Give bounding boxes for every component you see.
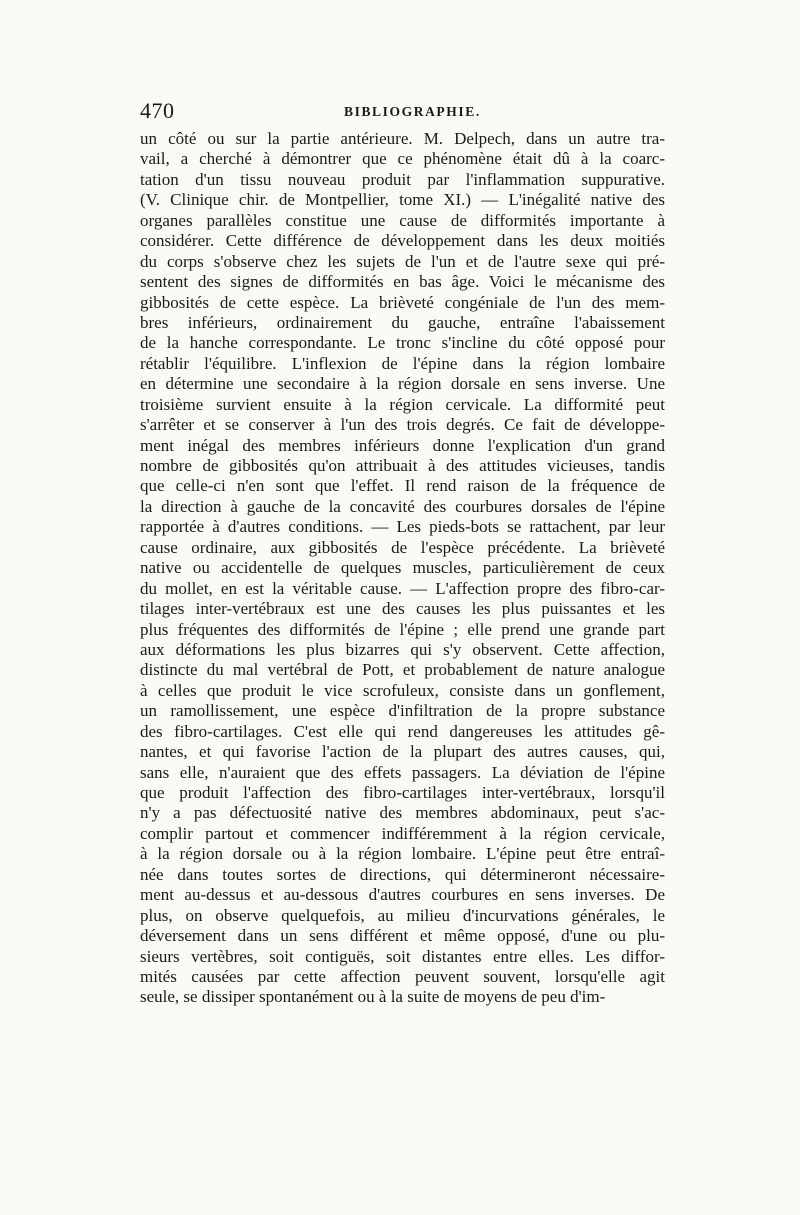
text-line: que produit l'affection des fibro-cartilages inter-vertébraux, lorsqu'il: [140, 783, 665, 802]
text-line: du corps s'observe chez les sujets de l'un et de l'autre sexe qui pré-: [140, 251, 665, 271]
page-number: 470: [140, 98, 175, 123]
page-header: [140, 98, 670, 128]
text-line: sentent des signes de difformités en bas âge. Voici le mécanisme des: [140, 272, 665, 292]
text-line: un ramollissement, une espèce d'infiltration de la propre substance: [140, 701, 665, 721]
text-line: (V. Clinique chir. de Montpellier, tome XI.) — L'inégalité native des: [140, 190, 665, 210]
text-line: s'arrêter et se conserver à l'un des trois degrés. Ce fait de développe-: [140, 415, 665, 435]
text-line: déversement dans un sens différent et même opposé, d'une ou plu-: [140, 926, 665, 946]
text-line: des fibro-cartilages. C'est elle qui rend dangereuses les attitudes gê-: [140, 721, 665, 741]
text-line: cause ordinaire, aux gibbosités de l'espèce précédente. La brièveté: [140, 537, 665, 557]
text-line: vail, a cherché à démontrer que ce phénomène était dû à la coarc-: [140, 149, 665, 169]
text-line: tation d'un tissu nouveau produit par l'inflammation suppurative.: [140, 169, 665, 189]
text-line: considérer. Cette différence de développement dans les deux moitiés: [140, 231, 665, 251]
text-line: mités causées par cette affection peuvent souvent, lorsqu'elle agit: [140, 966, 665, 986]
text-line: ment inégal des membres inférieurs donne l'explication d'un grand: [140, 435, 665, 455]
text-line: native ou accidentelle de quelques muscles, particulièrement de ceux: [140, 558, 665, 578]
text-line: bres inférieurs, ordinairement du gauche, entraîne l'abaissement: [140, 312, 665, 332]
text-line: gibbosités de cette espèce. La brièveté congéniale de l'un des mem-: [140, 292, 665, 312]
text-line: seule, se dissiper spontanément ou à la suite de moyens de peu d'im-: [140, 987, 606, 1007]
text-line: la direction à gauche de la concavité des courbures dorsales de l'épine: [140, 496, 665, 516]
text-line: en détermine une secondaire à la région dorsale en sens inverse. Une: [140, 374, 665, 394]
running-title: BIBLIOGRAPHIE.: [344, 104, 481, 119]
text-line: sans elle, n'auraient que des effets passagers. La déviation de l'épine: [140, 762, 665, 782]
text-line: plus fréquentes des difformités de l'épine ; elle prend une grande part: [140, 619, 665, 639]
text-line: nantes, et qui favorise l'action de la plupart des autres causes, qui,: [140, 742, 665, 762]
text-line: rapportée à d'autres conditions. — Les pieds-bots se rattachent, par leur: [140, 517, 665, 537]
text-line: à la région dorsale ou à la région lombaire. L'épine peut être entraî-: [140, 844, 665, 864]
text-line: du mollet, en est la véritable cause. — L'affection propre des fibro-car-: [140, 578, 665, 598]
body-text: [140, 129, 665, 1008]
text-line: tilages inter-vertébraux est une des causes les plus puissantes et les: [140, 599, 665, 619]
text-line: un côté ou sur la partie antérieure. M. Delpech, dans un autre tra-: [140, 129, 665, 148]
text-line: distincte du mal vertébral de Pott, et probablement de nature analogue: [140, 660, 665, 680]
text-line: complir partout et commencer indifféremment à la région cervicale,: [140, 823, 665, 843]
text-line: sieurs vertèbres, soit contiguës, soit distantes entre elles. Les diffor-: [140, 946, 665, 966]
text-line: n'y a pas défectuosité native des membres abdominaux, peut s'ac-: [140, 803, 665, 823]
text-line: rétablir l'équilibre. L'inflexion de l'épine dans la région lombaire: [140, 353, 665, 373]
text-line: plus, on observe quelquefois, au milieu d'incurvations générales, le: [140, 905, 665, 925]
text-line: nombre de gibbosités qu'on attribuait à des attitudes vicieuses, tandis: [140, 456, 665, 475]
text-line: que celle-ci n'en sont que l'effet. Il rend raison de la fréquence de: [140, 476, 665, 496]
text-line: aux déformations les plus bizarres qui s'y observent. Cette affection,: [140, 639, 665, 659]
text-line: organes parallèles constitue une cause de difformités importante à: [140, 210, 665, 230]
text-line: troisième survient ensuite à la région cervicale. La difformité peut: [140, 394, 665, 414]
text-line: née dans toutes sortes de directions, qui détermineront nécessaire-: [140, 864, 665, 884]
text-line: ment au-dessus et au-dessous d'autres courbures en sens inverses. De: [140, 885, 665, 905]
text-line: à celles que produit le vice scrofuleux, consiste dans un gonflement,: [140, 680, 665, 700]
text-line: de la hanche correspondante. Le tronc s'incline du côté opposé pour: [140, 333, 665, 353]
